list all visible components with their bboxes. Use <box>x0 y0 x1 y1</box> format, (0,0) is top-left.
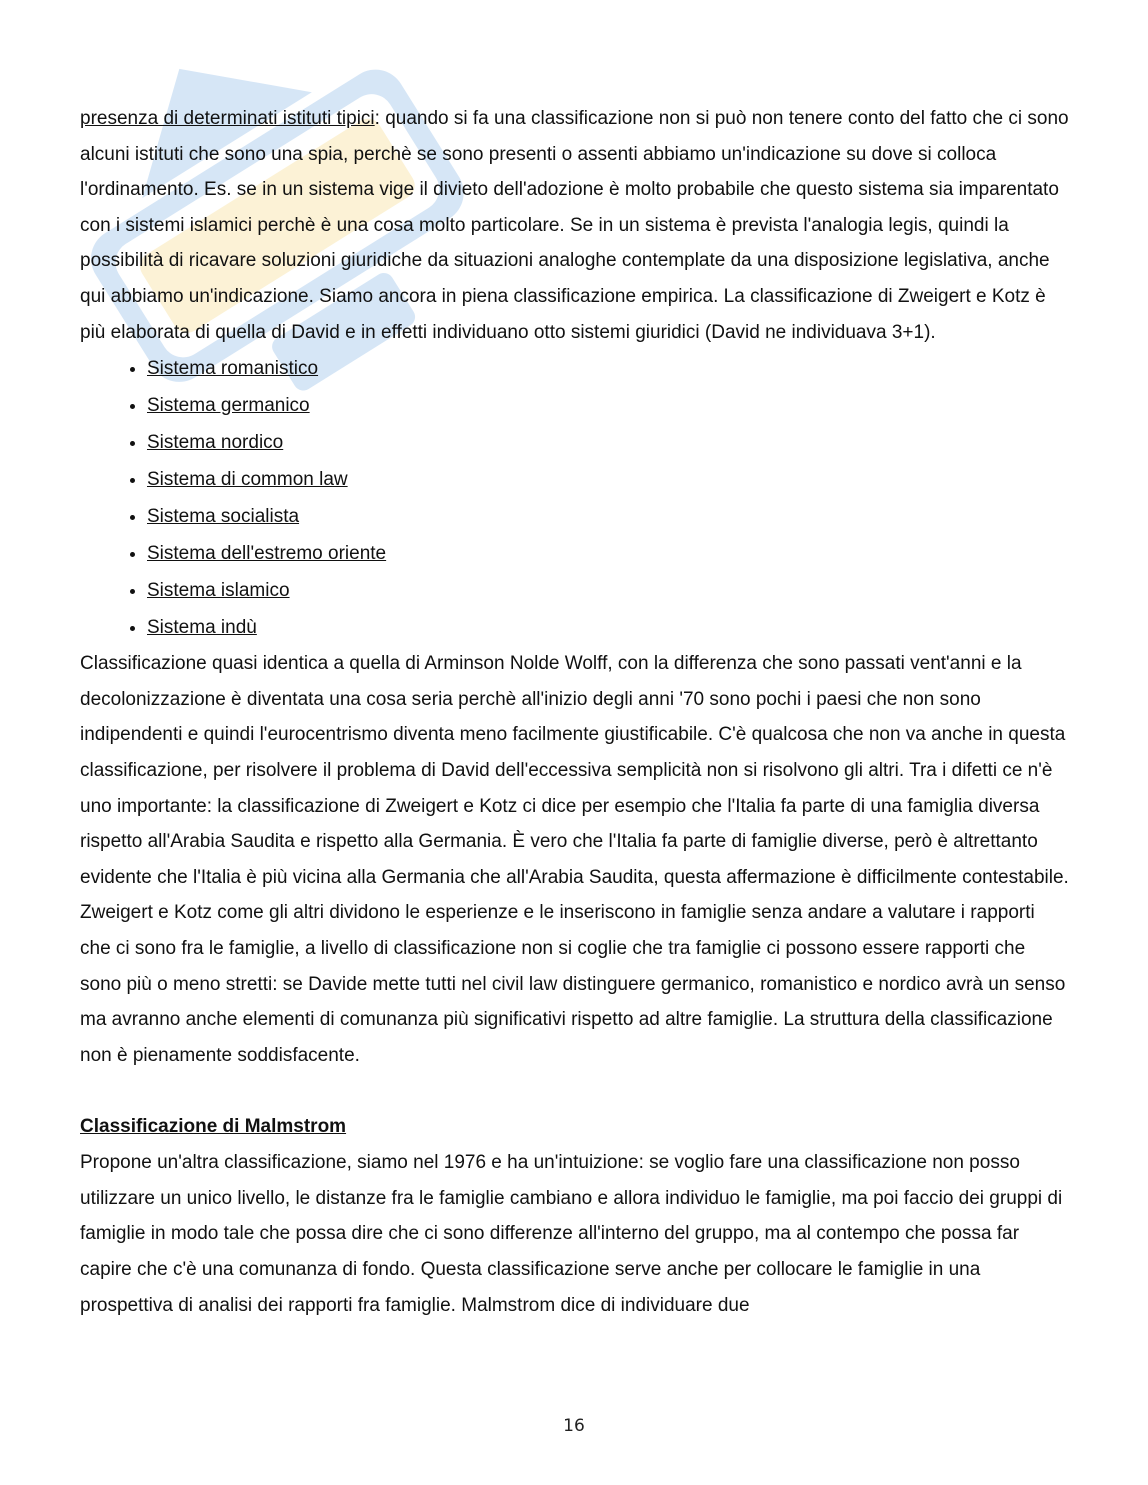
page-number: 16 <box>563 1416 585 1436</box>
paragraph-2: Classificazione quasi identica a quella di Arminson Nolde Wolff, con la differenza che sono passati vent'anni e la decolonizzazione è diventata una cosa seria perchè all'inizio degli anni '70 sono pochi i paesi che non sono indipendenti e quindi l'eurocentrismo diventa meno facilmente giustificabile. C'è qualcosa che non va anche in questa classificazione, per risolvere il problema di David dell'eccessiva semplicità non si risolvono gli altri. Tra i difetti ce n'è uno importante: la classificazione di Zweigert e Kotz ci dice per esempio che l'Italia fa parte di una famiglia diversa rispetto all'Arabia Saudita e rispetto alla Germania. È vero che l'Italia fa parte di famiglie diverse, però è altrettanto evidente che l'Italia è più vicina alla Germania che all'Arabia Saudita, questa affermazione è difficilmente contestabile. Zweigert e Kotz come gli altri dividono le esperienze e le inseriscono in famiglie senza andare a valutare i rapporti che ci sono fra le famiglie, a livello di classificazione non si coglie che tra famiglie ci possono essere rapporti che sono più o meno stretti: se Davide mette tutti nel civil law distinguere germanico, romanistico e nordico avrà un senso ma avranno anche elementi di comunanza più significativi rispetto ad altre famiglie. La struttura della classificazione non è pienamente soddisfacente. <box>80 653 1069 1066</box>
intro-paragraph <box>80 101 1070 350</box>
list-item: • Sistema socialista <box>147 498 1070 535</box>
document-body <box>80 101 1070 1323</box>
list-item: • Sistema nordico <box>147 424 1070 461</box>
section-heading: Classificazione di Malmstrom <box>80 1116 347 1138</box>
list-item: • Sistema indù <box>147 609 1070 646</box>
legal-systems-list <box>80 350 1070 646</box>
section-body: Propone un'altra classificazione, siamo nel 1976 e ha un'intuizione: se voglio fare una classificazione non posso utilizzare un unico livello, le distanze fra le famiglie cambiano e allora individuo le famiglie, ma poi faccio dei gruppi di famiglie in modo tale che possa dire che ci sono differenze all'interno del gruppo, ma al contempo che possa far capire che c'è una comunanza di fondo. Questa classificazione serve anche per collocare le famiglie in una prospettiva di analisi dei rapporti fra famiglie. Malmstrom dice di individuare due <box>80 1152 1063 1316</box>
list-item: • Sistema dell'estremo oriente <box>147 535 1070 572</box>
intro-text: : quando si fa una classificazione non si può non tenere conto del fatto che ci sono alcuni istituti che sono una spia, perchè se sono presenti o assenti abbiamo un'indicazione su dove si colloca l'ordinamento. Es. se in un sistema vige il divieto dell'adozione è molto probabile che questo sistema sia imparentato con i sistemi islamici perchè è una cosa molto particolare. Se in un sistema è prevista l'analogia legis, quindi la possibilità di ricavare soluzioni giuridiche da situazioni analoghe contemplate da una disposizione legislativa, anche qui abbiamo un'indicazione. Siamo ancora in piena classificazione empirica. La classificazione di Zweigert e Kotz è più elaborata di quella di David e in effetti individuano otto sistemi giuridici (David ne individuava 3+1). <box>80 108 1069 343</box>
list-item: • Sistema di common law <box>147 461 1070 498</box>
list-item: • Sistema islamico <box>147 572 1070 609</box>
intro-underlined-term: presenza di determinati istituti tipici <box>80 108 375 129</box>
list-item: • Sistema germanico <box>147 387 1070 424</box>
list-item: • Sistema romanistico <box>147 350 1070 387</box>
